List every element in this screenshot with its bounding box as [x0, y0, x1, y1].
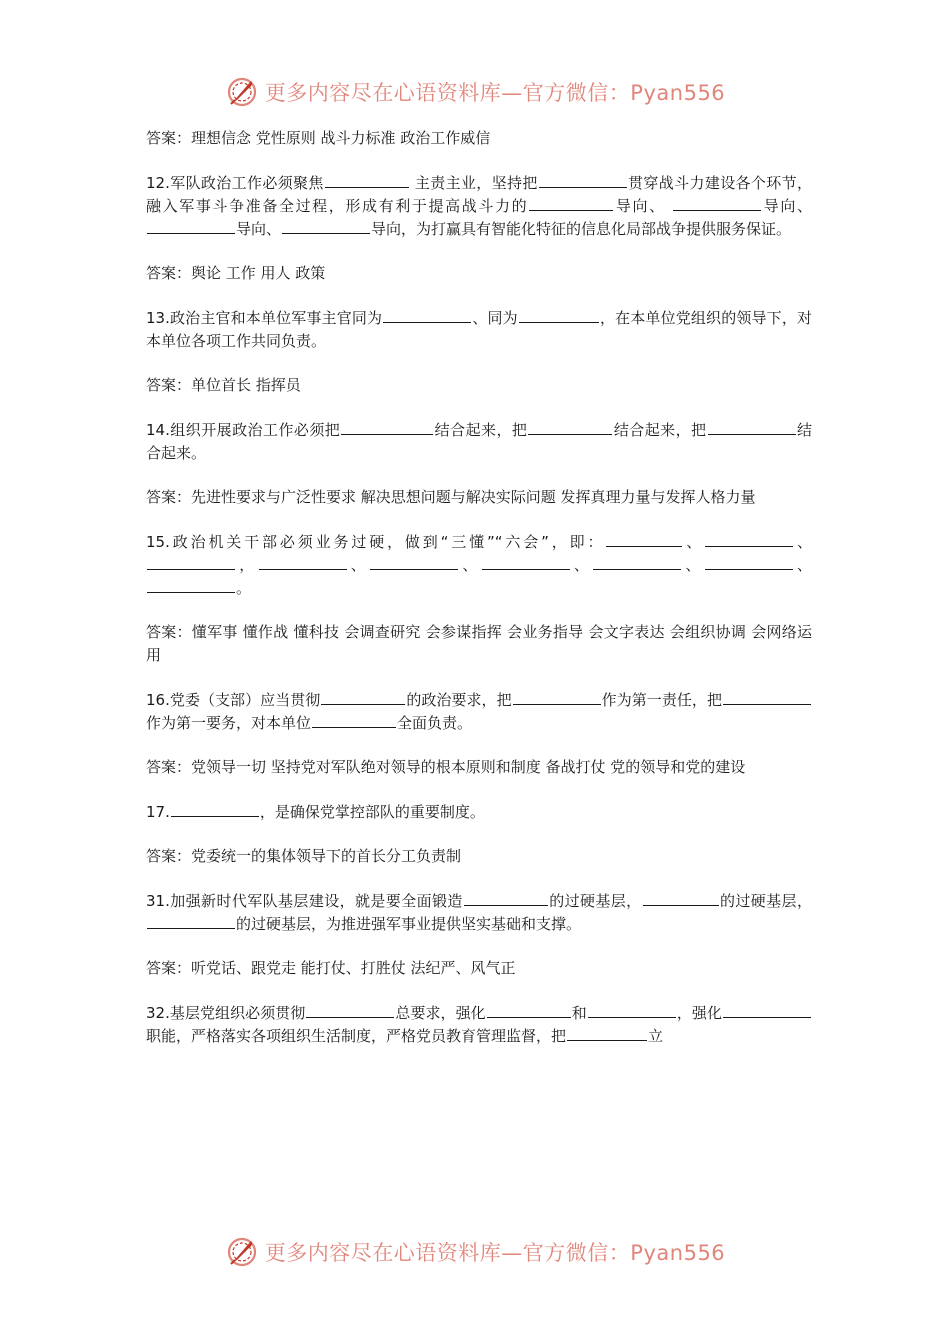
bottom-watermark [0, 1232, 950, 1272]
fill-blank[interactable] [171, 801, 259, 817]
watermark-text: 更多内容尽在心语资料库—官方微信：Pyan556 [264, 81, 726, 105]
question-text: ，是确保党掌控部队的重要制度。 [259, 802, 485, 821]
separator: 、 [794, 532, 812, 551]
question-number: 15. [146, 532, 170, 551]
fill-blank[interactable] [513, 689, 601, 705]
answer-14: 答案：先进性要求与广泛性要求 解决思想问题与解决实际问题 发挥真理力量与发挥人格力量 [146, 488, 756, 506]
fill-blank[interactable] [370, 554, 458, 570]
question-number: 12. [146, 173, 170, 192]
answer-15: 答案：懂军事 懂作战 懂科技 会调查研究 会参谋指挥 会业务指导 会文字表达 会组织协调 会网络运用 [146, 623, 812, 664]
question-text: 政治主官和本单位军事主官同为 [169, 308, 383, 327]
question-32 [146, 1002, 812, 1048]
separator: 、 [682, 555, 704, 574]
question-text: 导向、 [236, 219, 282, 238]
question-text: 导向、 [614, 196, 666, 215]
question-number: 14. [146, 420, 170, 439]
question-16 [146, 689, 812, 735]
fill-blank[interactable] [588, 1002, 676, 1018]
fill-blank[interactable] [341, 419, 433, 435]
question-31 [146, 890, 812, 936]
fill-blank[interactable] [567, 1025, 647, 1041]
fill-blank[interactable] [593, 554, 681, 570]
separator: 、 [683, 532, 705, 551]
question-number: 32. [146, 1003, 170, 1022]
question-number: 16. [146, 690, 170, 709]
watermark-text: 更多内容尽在心语资料库—官方微信：Pyan556 [264, 1241, 726, 1265]
fill-blank[interactable] [487, 1002, 571, 1018]
question-text: 主责主业，坚持把 [414, 173, 538, 192]
question-text: 导向、 [762, 196, 812, 215]
question-text: 的过硬基层，为推进强军事业提供坚实基础和支撑。 [236, 914, 582, 933]
question-text: 导向，为打赢具有智能化特征的信息化局部战争提供服务保证。 [371, 219, 792, 238]
fill-blank[interactable] [528, 419, 612, 435]
question-text: 作为第一责任，把 [601, 690, 722, 709]
question-text: 党委（支部）应当贯彻 [169, 690, 321, 709]
question-text: 的过硬基层， [719, 891, 812, 910]
answer-31: 答案：听党话、跟党走 能打仗、打胜仗 法纪严、风气正 [146, 959, 516, 977]
fill-blank[interactable] [529, 195, 613, 211]
question-text: 作为第一要务，对本单位 [146, 713, 312, 732]
question-text: 的政治要求，把 [406, 690, 512, 709]
question-text: 贯穿战斗力建设各个环节，融入军事斗争准备全过程，形成有利于提高战斗力的 [146, 173, 812, 215]
question-12 [146, 172, 812, 241]
fill-blank[interactable] [325, 172, 409, 188]
end-mark: 。 [236, 578, 252, 597]
question-number: 13. [146, 308, 170, 327]
question-13 [146, 307, 812, 353]
question-text: 结合起来，把 [613, 420, 707, 439]
question-text: 立 [648, 1026, 664, 1045]
fill-blank[interactable] [723, 1002, 811, 1018]
question-text: 加强新时代军队基层建设，就是要全面锻造 [169, 891, 463, 910]
quill-pen-circle-icon [225, 1235, 259, 1269]
question-17 [146, 801, 812, 824]
fill-blank[interactable] [259, 554, 347, 570]
fill-blank[interactable] [643, 890, 719, 906]
separator: 、 [793, 555, 812, 574]
question-text: ，在本单位党组织的领导下，对本单位各项工作共同负责。 [146, 308, 812, 350]
question-text: 、同为 [472, 308, 518, 327]
question-text: 职能，严格落实各项组织生活制度，严格党员教育管理监督，把 [146, 1026, 567, 1045]
answer-17: 答案：党委统一的集体领导下的首长分工负责制 [146, 847, 462, 865]
fill-blank[interactable] [147, 577, 235, 593]
question-text: ，强化 [676, 1003, 722, 1022]
question-text: 和 [571, 1003, 587, 1022]
question-number: 31. [146, 891, 170, 910]
question-text: 总要求，强化 [395, 1003, 486, 1022]
answer-11: 答案：理想信念 党性原则 战斗力标准 政治工作威信 [146, 129, 491, 147]
question-text: 政治机关干部必须业务过硬，做到“三懂”“六会”，即： [169, 532, 606, 551]
question-text: 结合起来。 [146, 420, 812, 462]
question-text: 军队政治工作必须聚焦 [169, 173, 324, 192]
fill-blank[interactable] [147, 554, 235, 570]
question-number: 17. [146, 802, 170, 821]
fill-blank[interactable] [539, 172, 627, 188]
question-text: 全面负责。 [397, 713, 473, 732]
fill-blank[interactable] [705, 531, 793, 547]
fill-blank[interactable] [383, 307, 471, 323]
fill-blank[interactable] [306, 1002, 394, 1018]
separator: 、 [570, 555, 593, 574]
fill-blank[interactable] [673, 195, 761, 211]
fill-blank[interactable] [147, 218, 235, 234]
quill-pen-circle-icon [225, 75, 259, 109]
question-15 [146, 531, 812, 600]
answer-13: 答案：单位首长 指挥员 [146, 376, 301, 394]
fill-blank[interactable] [705, 554, 793, 570]
document-body [146, 127, 812, 1069]
separator: 、 [347, 555, 370, 574]
fill-blank[interactable] [519, 307, 599, 323]
top-watermark [0, 72, 950, 112]
fill-blank[interactable] [723, 689, 811, 705]
question-text: 组织开展政治工作必须把 [169, 420, 341, 439]
answer-12: 答案：舆论 工作 用人 政策 [146, 264, 326, 282]
fill-blank[interactable] [321, 689, 405, 705]
answer-16: 答案：党领导一切 坚持党对军队绝对领导的根本原则和制度 备战打仗 党的领导和党的建设 [146, 758, 746, 776]
separator: 、 [459, 555, 481, 574]
fill-blank[interactable] [482, 554, 570, 570]
fill-blank[interactable] [282, 218, 370, 234]
question-text: 结合起来，把 [434, 420, 528, 439]
separator: ， [236, 555, 258, 574]
fill-blank[interactable] [312, 712, 396, 728]
question-text: 的过硬基层， [548, 891, 642, 910]
fill-blank[interactable] [147, 913, 235, 929]
question-text: 基层党组织必须贯彻 [169, 1003, 306, 1022]
question-14 [146, 419, 812, 465]
fill-blank[interactable] [708, 419, 796, 435]
fill-blank[interactable] [606, 531, 682, 547]
fill-blank[interactable] [464, 890, 548, 906]
